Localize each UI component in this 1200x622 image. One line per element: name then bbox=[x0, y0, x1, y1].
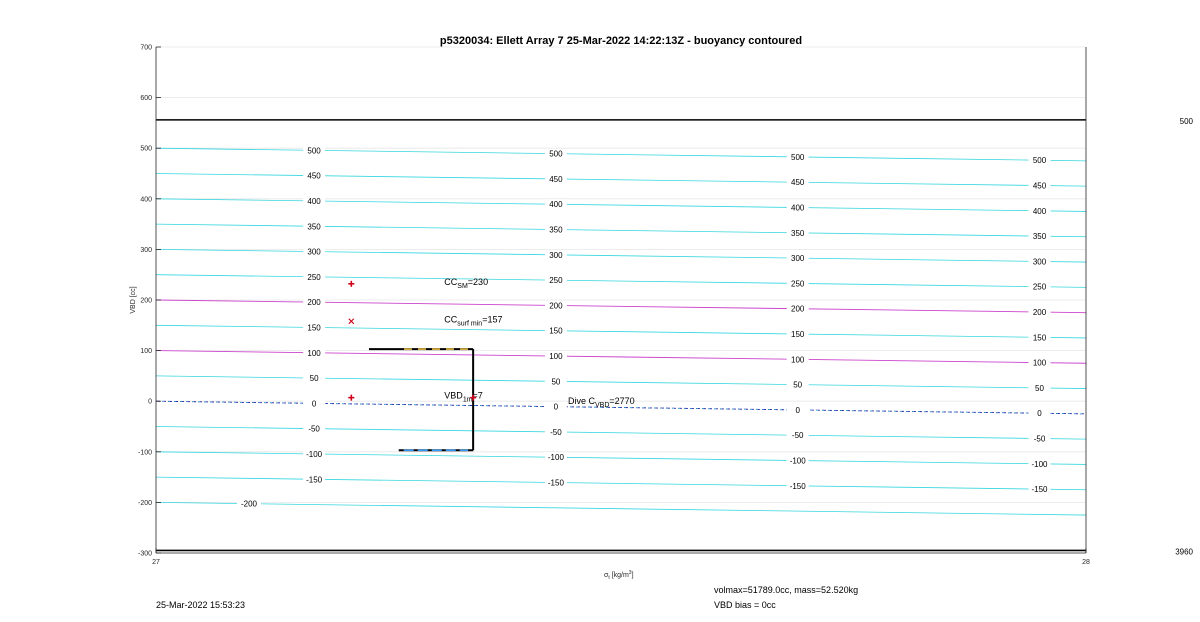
dive-cvbd-label: Dive $C_{VBD}=2770$ bbox=[567, 396, 635, 410]
contour-label: 0 bbox=[311, 399, 317, 409]
footer-timestamp: 25-Mar-2022 15:53:23 bbox=[156, 600, 246, 610]
y-tick-label: 500 bbox=[140, 145, 152, 153]
contour-label: -50 bbox=[1033, 434, 1046, 444]
contour-label: -100 bbox=[1031, 459, 1048, 469]
contour-label: 100 bbox=[549, 352, 563, 362]
contour-line bbox=[156, 424, 1086, 440]
contour-label: 350 bbox=[549, 225, 563, 235]
y-tick-label: 400 bbox=[140, 196, 152, 204]
contour-label: 250 bbox=[1032, 282, 1047, 292]
contour-label: -50 bbox=[550, 427, 562, 437]
contour-label: 150 bbox=[791, 330, 805, 340]
contour-label: 150 bbox=[1032, 333, 1047, 343]
contour-label: 300 bbox=[307, 247, 321, 257]
reference-line-label: 3960 bbox=[1175, 547, 1193, 557]
contour-label: 50 bbox=[551, 377, 561, 387]
contour-label: 100 bbox=[1032, 358, 1047, 368]
contour-line bbox=[156, 325, 1086, 338]
contour-label: 250 bbox=[791, 279, 805, 289]
contour-label: 50 bbox=[309, 374, 319, 384]
contour-label: 100 bbox=[307, 348, 321, 358]
contour-line bbox=[156, 196, 1086, 212]
contour-label: -50 bbox=[308, 424, 320, 434]
contour-line bbox=[156, 348, 1086, 364]
grid bbox=[156, 47, 1086, 553]
contour-label: 250 bbox=[549, 276, 563, 286]
contour-label: 500 bbox=[549, 149, 563, 159]
contour-label: 200 bbox=[307, 298, 321, 308]
y-tick-label: 600 bbox=[140, 95, 152, 103]
chart-title: p5320034: Ellett Array 7 25-Mar-2022 14:22:13Z - buoyancy contoured bbox=[439, 35, 803, 47]
contour-label: 250 bbox=[307, 272, 321, 282]
markers bbox=[348, 277, 634, 409]
contour-label: 150 bbox=[307, 323, 321, 333]
contour-label: -50 bbox=[791, 431, 804, 441]
contour-label: 450 bbox=[1032, 181, 1047, 191]
contour-label: 400 bbox=[549, 200, 563, 210]
contour-label: -150 bbox=[789, 481, 806, 491]
y-tick-label: 100 bbox=[140, 348, 152, 356]
contour-line bbox=[156, 272, 1086, 288]
contour-label: 300 bbox=[1032, 257, 1047, 267]
contour-label: 150 bbox=[549, 326, 563, 336]
contour-line bbox=[156, 477, 1086, 490]
contour-label: 0 bbox=[553, 402, 559, 412]
contour-label: -150 bbox=[1031, 485, 1048, 495]
contour-lines bbox=[156, 148, 1086, 515]
contour-label: 50 bbox=[1035, 383, 1044, 393]
marker-label: $CC_{SM}=230$ bbox=[444, 276, 489, 290]
contour-line bbox=[156, 499, 1086, 515]
contour-label: 450 bbox=[549, 174, 563, 184]
contour-label: -150 bbox=[547, 478, 564, 488]
x-axis-label: $\sigma_t$ $[kg/m^3]$ bbox=[604, 570, 634, 581]
x-tick-label: 28 bbox=[1082, 559, 1090, 566]
contour-label: 450 bbox=[307, 171, 321, 181]
contour-label: -200 bbox=[240, 499, 258, 509]
contour-label: 50 bbox=[793, 380, 803, 390]
contour-label: 300 bbox=[791, 254, 805, 264]
y-tick-label: -300 bbox=[137, 550, 152, 558]
contour-line bbox=[156, 449, 1086, 465]
contour-label: 500 bbox=[791, 152, 805, 162]
contour-label: 200 bbox=[791, 304, 805, 314]
footer-vbd-bias: VBD bias = 0cc bbox=[714, 600, 776, 610]
contour-label: -100 bbox=[789, 456, 806, 466]
contour-label: 500 bbox=[1032, 156, 1047, 166]
contour-label: 400 bbox=[1032, 206, 1047, 216]
contour-label: 450 bbox=[791, 178, 805, 188]
contour-line bbox=[156, 300, 1086, 313]
contour-label: 200 bbox=[549, 301, 563, 311]
y-tick-label: -200 bbox=[137, 499, 152, 507]
marker-label: $VBD_{1m}=7$ bbox=[444, 390, 483, 404]
contour-line bbox=[156, 148, 1086, 161]
reference-line-label: 500 bbox=[1179, 116, 1193, 126]
contour-label: 200 bbox=[1032, 308, 1047, 318]
contour-line bbox=[156, 249, 1086, 262]
y-tick-label: -100 bbox=[137, 449, 152, 457]
contour-label: -100 bbox=[547, 453, 564, 463]
contour-label: 350 bbox=[791, 228, 805, 238]
contour-label: 300 bbox=[549, 250, 563, 260]
contour-label: 400 bbox=[307, 196, 321, 206]
contour-label: 100 bbox=[791, 355, 805, 365]
contour-label: 400 bbox=[791, 203, 805, 213]
contour-line bbox=[156, 171, 1086, 187]
y-axis-label: VBD [cc] bbox=[130, 286, 137, 314]
contour-label: 350 bbox=[1032, 232, 1047, 242]
contour-label: 350 bbox=[307, 222, 321, 232]
contour-label: 0 bbox=[795, 405, 800, 415]
contour-label: -100 bbox=[306, 449, 323, 459]
y-tick-label: 700 bbox=[140, 44, 152, 52]
y-tick-label: 300 bbox=[140, 246, 152, 254]
footer-volmax: volmax=51789.0cc, mass=52.520kg bbox=[714, 585, 859, 595]
x-tick-label: 27 bbox=[152, 559, 160, 566]
marker-label: $CC_{surf min}=157$ bbox=[444, 314, 503, 328]
contour-line bbox=[156, 376, 1086, 389]
contour-label: 0 bbox=[1037, 409, 1042, 419]
y-tick-label: 200 bbox=[140, 297, 152, 305]
contour-line bbox=[156, 224, 1086, 237]
contour-label: 500 bbox=[307, 146, 321, 156]
contour-label: -150 bbox=[306, 475, 323, 485]
y-tick-label: 0 bbox=[148, 398, 152, 406]
